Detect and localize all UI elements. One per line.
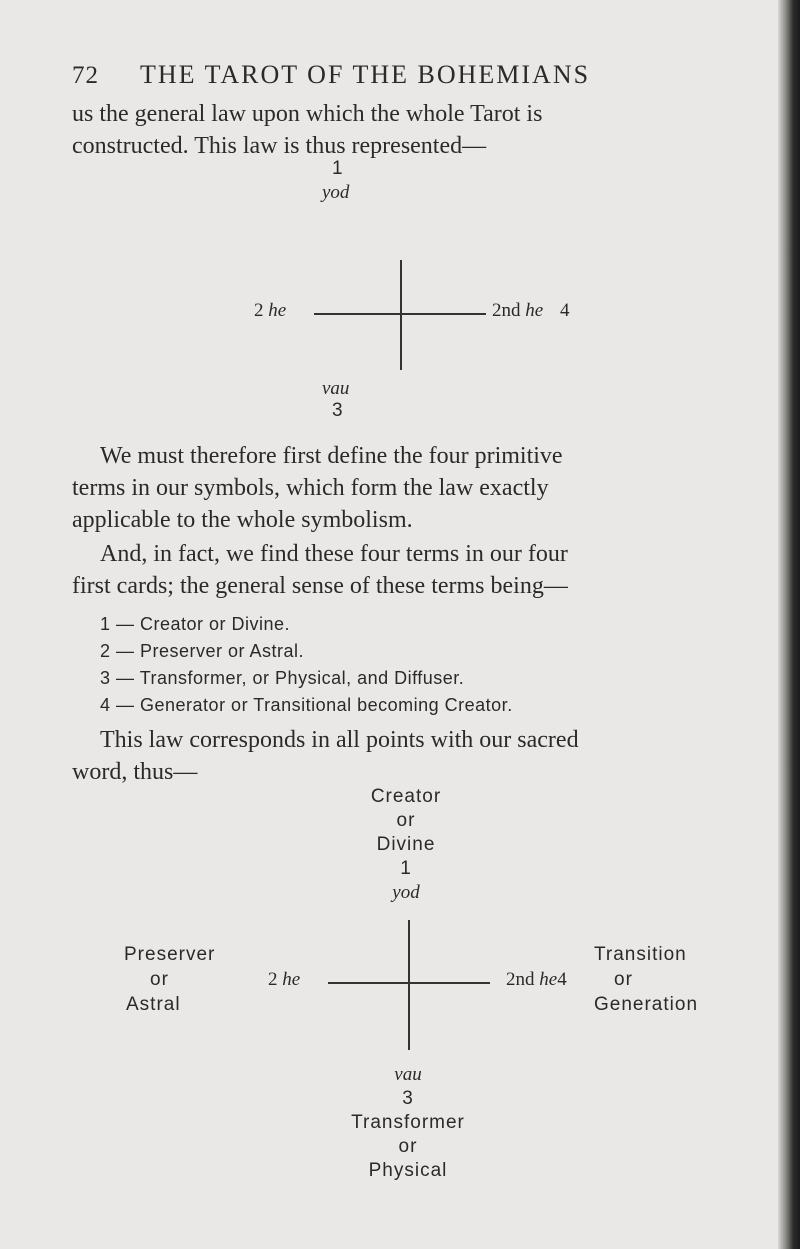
diagram2-vertical-line [408, 920, 410, 1050]
diagram2-bottom-number: 3 [402, 1088, 414, 1109]
page-number: 72 [72, 62, 99, 89]
diagram1-bottom-number: 3 [332, 400, 344, 421]
term-2: 2 — Preserver or Astral. [100, 641, 305, 661]
diagram1-horizontal-line [314, 313, 486, 315]
diagram1-top-label: yod [322, 182, 350, 203]
diagram2-bottom-line-3: Physical [368, 1160, 448, 1181]
diagram1-bottom-label: vau [322, 378, 350, 399]
para2-line-2: first cards; the general sense of these terms being— [72, 573, 568, 599]
para1-line-1: We must therefore first define the four primitive [100, 443, 563, 469]
para3-line-1: This law corresponds in all points with our sacred [100, 727, 579, 753]
term-4: 4 — Generator or Transitional becoming Creator. [100, 695, 513, 715]
diagram2-left-line-3: Astral [126, 994, 181, 1015]
diagram2-bottom-line-2: or [398, 1136, 418, 1157]
diagram2-right-line-2: or [614, 969, 633, 990]
running-title: THE TAROT OF THE BOHEMIANS [140, 60, 591, 89]
diagram2-left-label: 2 he [268, 969, 301, 990]
intro-line-2: constructed. This law is thus represented— [72, 133, 487, 159]
diagram2-right-label: 2nd he4 [506, 969, 567, 990]
para1-line-3: applicable to the whole symbolism. [72, 507, 413, 533]
diagram2-horizontal-line [328, 982, 490, 984]
diagram1-top-number: 1 [332, 158, 344, 179]
diagram1-vertical-line [400, 260, 402, 370]
diagram1-right-label: 2nd he 4 [492, 300, 570, 321]
term-1: 1 — Creator or Divine. [100, 614, 291, 634]
diagram2-top-label: yod [392, 882, 420, 903]
diagram2-left-line-1: Preserver [124, 944, 216, 965]
diagram1-left-label: 2 he [254, 300, 287, 321]
diagram2-right-line-1: Transition [594, 944, 687, 965]
para3-line-2: word, thus— [72, 759, 198, 785]
diagram2-bottom-line-1: Transformer [351, 1112, 465, 1133]
para1-line-2: terms in our symbols, which form the law exactly [72, 475, 549, 501]
page-binding-shadow [778, 0, 800, 1249]
diagram2-top-line-3: Divine [376, 834, 436, 855]
para2-line-1: And, in fact, we find these four terms in our four [100, 541, 568, 567]
diagram2-right-line-3: Generation [594, 994, 699, 1015]
diagram2-top-line-2: or [396, 810, 416, 831]
term-3: 3 — Transformer, or Physical, and Diffuser. [100, 668, 465, 688]
diagram2-top-number: 1 [400, 858, 412, 879]
intro-line-1: us the general law upon which the whole Tarot is [72, 101, 543, 127]
diagram2-bottom-label: vau [394, 1064, 422, 1085]
diagram2-top-line-1: Creator [370, 786, 442, 807]
diagram2-left-line-2: or [150, 969, 169, 990]
